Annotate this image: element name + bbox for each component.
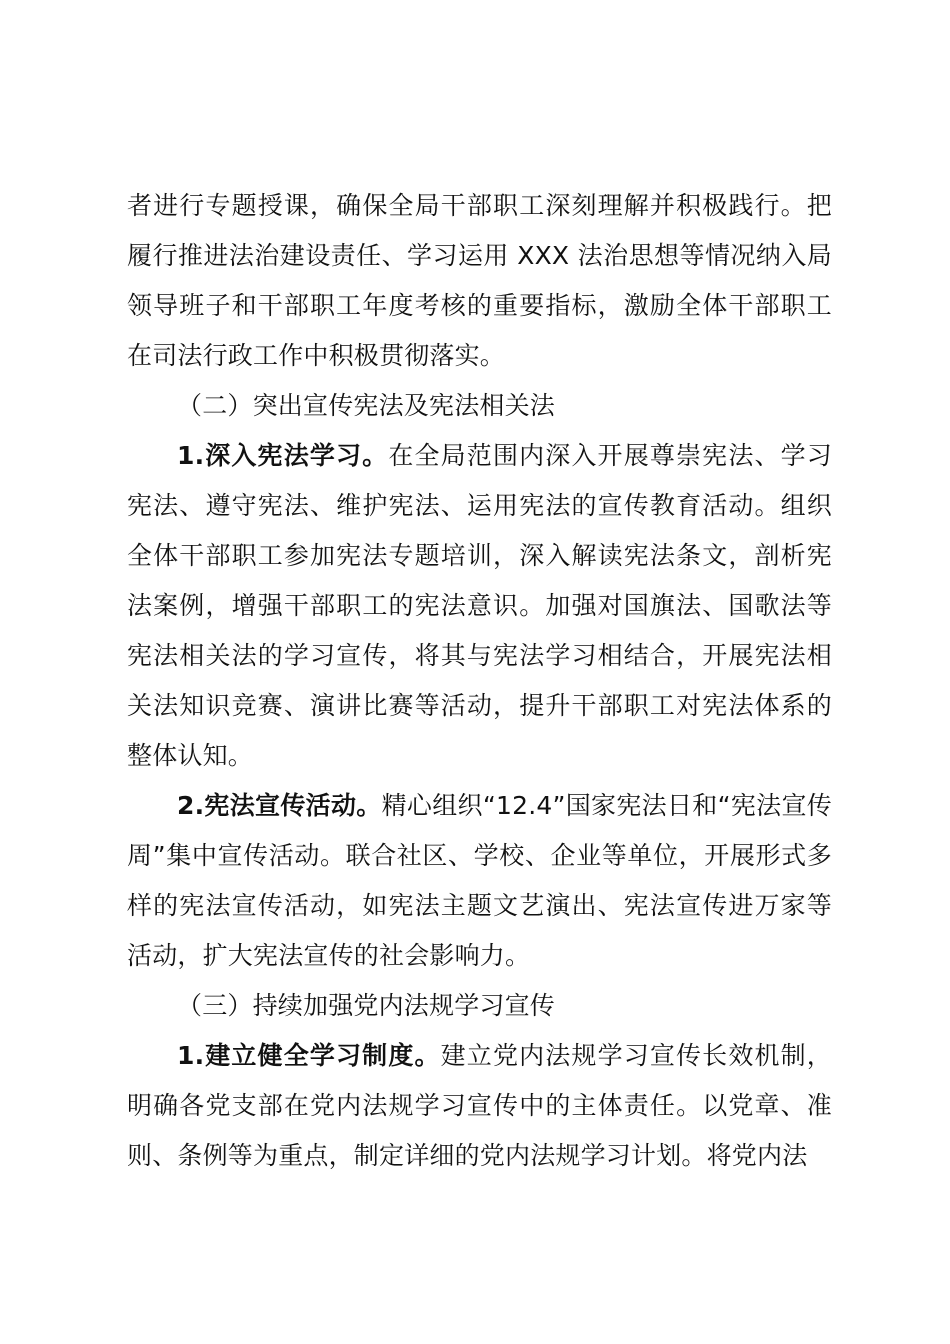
- paragraph-item-constitution-promotion: [127, 781, 832, 981]
- paragraph-text: 者进行专题授课，确保全局干部职工深刻理解并积极践行。把履行推进法治建设责任、学习运用 XXX 法治思想等情况纳入局领导班子和干部职工年度考核的重要指标，激励全体干部职工在司法行政工作中积极贯彻落实。: [127, 191, 832, 370]
- heading-text: （三）持续加强党内法规学习宣传: [177, 991, 556, 1020]
- document-body: [127, 181, 832, 1181]
- paragraph-item-study-system: [127, 1031, 832, 1181]
- section-heading-3: [127, 981, 832, 1031]
- paragraph-lead: 1.建立健全学习制度。: [177, 1041, 441, 1070]
- paragraph-lead: 1.深入宪法学习。: [177, 441, 389, 470]
- section-heading-2: [127, 381, 832, 431]
- paragraph-text: 建立党内法规学习宣传长效机制，明确各党支部在党内法规学习宣传中的主体责任。以党章、准则、条例等为重点，制定详细的党内法规学习计划。将党内法: [127, 1041, 832, 1170]
- paragraph-continuation: [127, 181, 832, 381]
- heading-text: （二）突出宣传宪法及宪法相关法: [177, 391, 556, 420]
- paragraph-text: 在全局范围内深入开展尊崇宪法、学习宪法、遵守宪法、维护宪法、运用宪法的宣传教育活动。组织全体干部职工参加宪法专题培训，深入解读宪法条文，剖析宪法案例，增强干部职工的宪法意识。加强对国旗法、国歌法等宪法相关法的学习宣传，将其与宪法学习相结合，开展宪法相关法知识竞赛、演讲比赛等活动，提升干部职工对宪法体系的整体认知。: [127, 441, 832, 770]
- paragraph-text: 精心组织“12.4”国家宪法日和“宪法宣传周”集中宣传活动。联合社区、学校、企业等单位，开展形式多样的宪法宣传活动，如宪法主题文艺演出、宪法宣传进万家等活动，扩大宪法宣传的社会影响力。: [127, 791, 832, 970]
- paragraph-lead: 2.宪法宣传活动。: [177, 791, 382, 820]
- paragraph-item-constitution-study: [127, 431, 832, 781]
